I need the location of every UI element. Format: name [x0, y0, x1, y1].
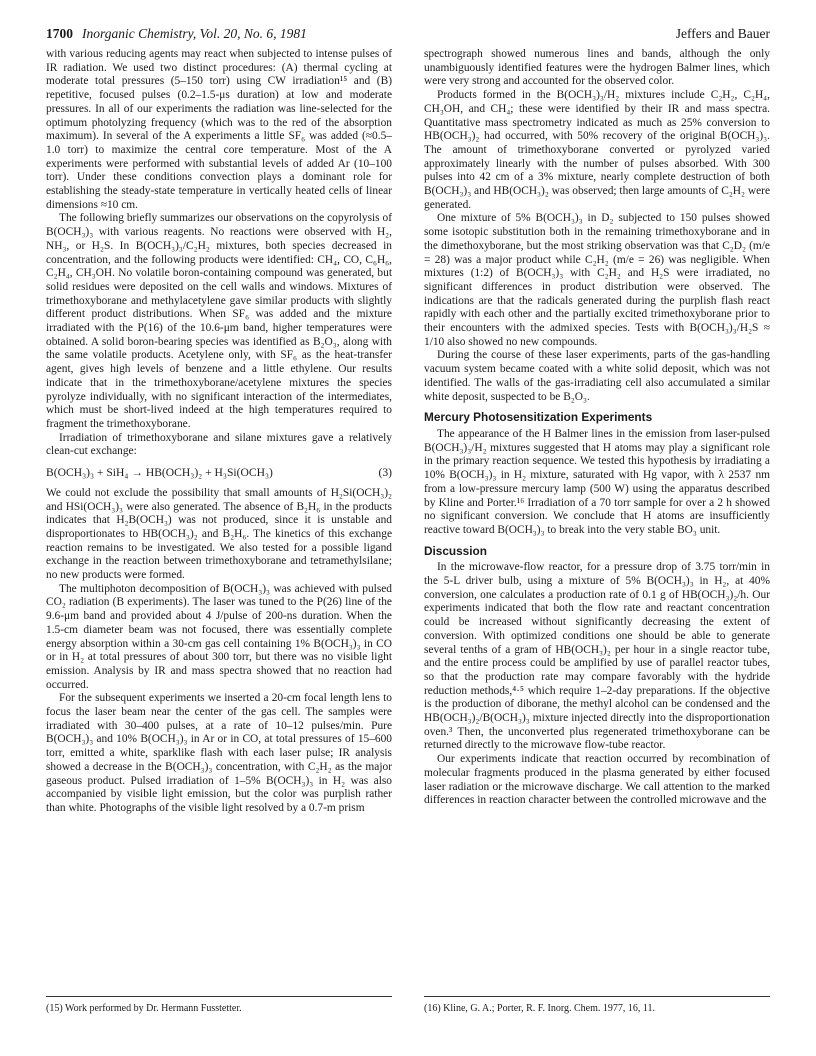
paragraph: Products formed in the B(OCH₃)₃/H₂ mixtures include C₂H₂, C₂H₄, CH₃OH, and CH₄; these were identified by their IR and mass spectra. Quantitative mass spectrometry indicated as much as 25% conversion to HB(OCH₃)₂ had occurred, with 50% recovery of the original B(OCH₃)₃. The amount of trimethoxyborane converted or pyrolyzed varied approximately linearly with the number of pulses absorbed. With 300 pulses into 42 cm of a 3% mixture, nearly complete destruction of both B(OCH₃)₃ and HB(OCH₃)₂ was observed; then large amounts of C₂H₂ were generated.: [424, 89, 770, 211]
paragraph: During the course of these laser experiments, parts of the gas-handling vacuum system became coated with a white solid deposit, which was not identified. The walls of the gas-irradiating cell also accumulated a similar white deposit, suspected to be B₂O₃.: [424, 349, 770, 403]
paragraph: Our experiments indicate that reaction occurred by recombination of molecular fragments produced in the plasma generated by either focused laser radiation or the microwave discharge. We call attention to the marked differences in reaction character between the controlled microwave and the: [424, 753, 770, 807]
paragraph: with various reducing agents may react when subjected to intense pulses of IR radiation. We used two distinct procedures: (A) thermal cycling at moderate total pressures (5–150 torr) using CW irradiation¹⁵ and (B) repetitive, focused pulses (0.2–1.5-μs duration) at low and moderate pressures. In all of our experiments the radiation was line-selected for the optimum photolyzing frequency (which was to the red of the absorption maximum). In several of the A experiments a little SF₆ was added (≈0.5–1.0 torr) to maximize the central core temperature. Most of the A experiments were performed with substantial levels of added Ar (10–100 torr). Under these conditions convection plays a dominant role for establishing the steady-state temperature in vertically heated cells of linear dimensions ≈10 cm.: [46, 48, 392, 211]
equation-number: (3): [378, 466, 392, 480]
journal-citation: Inorganic Chemistry, Vol. 20, No. 6, 1981: [82, 26, 307, 41]
paragraph: For the subsequent experiments we inserted a 20-cm focal length lens to focus the laser beam near the center of the gas cell. The samples were irradiated with 30–400 pulses, at a rate of 10–12 pulses/min. Pure B(OCH₃)₃ and 10% B(OCH₃)₃ in Ar or in CO, at total pressures of 15–600 torr, emitted a white, sparklike flash with each laser pulse; IR analysis showed a decrease in the B(OCH₃)₃ concentration, with C₂H₂ as the major gaseous product. Pulsed irradiation of 1–5% B(OCH₃)₃ in H₂ was also accompanied by visible light emission, but the color was purplish rather than white. Photographs of the visible light resolved by a 0.7-m prism: [46, 692, 392, 814]
page-number: 1700: [46, 26, 73, 41]
paragraph: The appearance of the H Balmer lines in the emission from laser-pulsed B(OCH₃)₃/H₂ mixtures suggested that H atoms may play a significant role in the primary reaction sequence. We tested this hypothesis by irradiating a 10% B(OCH₃)₃ in H₂ mixture, saturated with Hg vapor, with λ 2537 nm from a low-pressure mercury lamp (500 W) using the apparatus described by Kline and Porter.¹⁶ Irradiation of a 70 torr sample for over a 2 h showed no significant conversion. We conclude that H atoms are insufficiently reactive toward B(OCH₃)₃ to break into the very stable BO₃ unit.: [424, 427, 770, 536]
running-authors: Jeffers and Bauer: [675, 26, 770, 41]
footnote-15: (15) Work performed by Dr. Hermann Fusstetter.: [46, 1003, 242, 1014]
running-header: [46, 26, 770, 46]
section-heading-mercury: Mercury Photosensitization Experiments: [424, 410, 653, 425]
paragraph: In the microwave-flow reactor, for a pressure drop of 3.75 torr/min in the 5-L driver bulb, using a mixture of 5% B(OCH₃)₃ in H₂, at 40% conversion, one calculates a production rate of 0.1 g of HB(OCH₃)₂/h. Our experiments indicated that both the flow rate and reactant concentration could be increased without significantly decreasing the extent of conversion. With optimized conditions one should be able to generate several tenths of a gram of HB(OCH₃)₂ per hour in a single reactor tube, and the entire process could be amplified by use of parallel reactor tubes, so that the production rate may compare favorably with the hydride reduction methods,⁴·⁵ which require 1–2-day preparations. If the objective is the production of diborane, the methyl alcohol can be condensed and the HB(OCH₃)₂/B(OCH₃)₃ mixture injected directly into the disproportionation oven.³ Then, the unconverted plus regenerated trimethoxyborane can be returned directly to the microwave flow-tube reactor.: [424, 561, 770, 752]
paragraph: The multiphoton decomposition of B(OCH₃)₃ was achieved with pulsed CO₂ radiation (B experiments). The laser was tuned to the P(26) line of the 9.6-μm band and provided about 4 J/pulse of 200-ns duration. When the 1.5-cm diameter beam was not focused, there was essentially complete energy absorption within a 30-cm gas cell containing 1% B(OCH₃)₃ in CO or in H₂ at total pressures of about 300 torr, but there was no visible light emission. Analysis by IR and mass spectra showed that no reaction had occurred.: [46, 582, 392, 691]
paragraph: One mixture of 5% B(OCH₃)₃ in D₂ subjected to 150 pulses showed some isotopic substitution both in the remaining trimethoxyborane and in the dimethoxyborane, but the most striking observation was that C₂D₂ (m/e = 28) was a major product while C₂H₂ (m/e = 26) was negligible. When mixtures (1:2) of B(OCH₃)₃ with C₂H₂ and H₂S were irradiated, no significant differences in product distribution were observed. The indications are that the radicals generated during the purplish flash react rapidly with each other and the partially excited trimethoxyborane prior to their encounters with the admixed species. Tests with B(OCH₃)₃/H₂S ≈ 1/10 also showed no new compounds.: [424, 212, 770, 348]
right-column: [424, 48, 770, 808]
footnote-divider: [46, 996, 392, 997]
paragraph: We could not exclude the possibility that small amounts of H₂Si(OCH₃)₂ and HSi(OCH₃)₃ were also generated. The absence of B₂H₆ in the products indicates that H₂B(OCH₃) was not produced, since it is unstable and disproportionates to HB(OCH₃)₂ and B₂H₆. The kinetics of this exchange reaction remains to be investigated. We also tested for a possible ligand exchange in the reaction between trimethoxyborane and tetramethylsilane; no new products were formed.: [46, 486, 392, 582]
equation-3: [46, 466, 392, 480]
footnote-divider: [424, 996, 770, 997]
paragraph: The following briefly summarizes our observations on the copyrolysis of B(OCH₃)₃ with various reagents. No reactions were observed with H₂, NH₃, or H₂S. In B(OCH₃)₃/C₂H₂ mixtures, both species decreased in concentration, and the following products were identified: CH₄, CO, C₆H₆, C₂H₄, CH₃OH. No volatile boron-containing compound was generated, but solid residues were deposited on the cell walls and windows. Mixtures of trimethoxyborane and methylacetylene gave similar products with slightly different product distributions. When SF₆ was added and the mixture irradiated with the P(16) of the 10.6-μm band, higher temperatures were obtained. A solid boron-bearing species was identified as B₂O₃, along with the same volatile products. Acetylene only, with SF₆ as the heat-transfer agent, gives high levels of benzene and a little ethylene. Our results indicate that in the trimethoxyborane/acetylene mixtures the species pyrolyze individually, with no significant interaction of the intermediates, which must be short-lived indeed at the high temperatures required to fragment the trimethoxyborane.: [46, 212, 392, 430]
paragraph: spectrograph showed numerous lines and bands, although the only unambiguously identified features were the hydrogen Balmer lines, which were very strong and accounted for the observed color.: [424, 48, 770, 88]
left-column: [46, 48, 392, 816]
equation-body: B(OCH₃)₃ + SiH₄ → HB(OCH₃)₂ + H₃Si(OCH₃): [46, 466, 273, 480]
section-heading-discussion: Discussion: [424, 543, 487, 558]
footnote-16: (16) Kline, G. A.; Porter, R. F. Inorg. Chem. 1977, 16, 11.: [424, 1003, 656, 1014]
paragraph: Irradiation of trimethoxyborane and silane mixtures gave a relatively clean-cut exchange:: [46, 431, 392, 458]
